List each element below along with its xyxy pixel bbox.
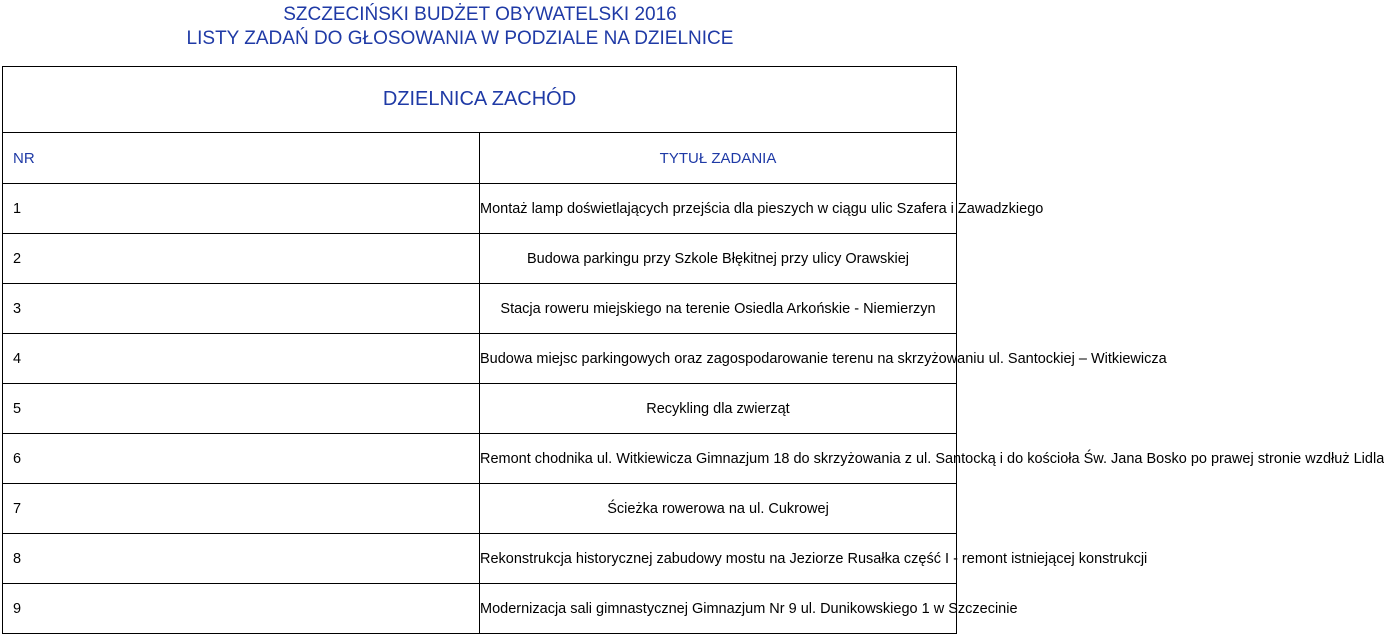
district-name: DZIELNICA ZACHÓD	[3, 67, 957, 133]
task-number: 5	[3, 384, 480, 434]
document-title: SZCZECIŃSKI BUDŻET OBYWATELSKI 2016	[283, 4, 677, 25]
task-title: Remont chodnika ul. Witkiewicza Gimnazjum 18 do skrzyżowania z ul. Santocką i do kościoła Św. Jana Bosko po prawej stronie wzdłuż Lidla	[480, 434, 957, 484]
task-title: Modernizacja sali gimnastycznej Gimnazjum Nr 9 ul. Dunikowskiego 1 w Szczecinie	[480, 584, 957, 634]
task-number: 7	[3, 484, 480, 534]
table-row	[3, 584, 957, 634]
task-title: Recykling dla zwierząt	[480, 384, 957, 434]
table-row	[3, 234, 957, 284]
table-row	[3, 384, 957, 434]
document-header	[0, 3, 960, 51]
table-row	[3, 534, 957, 584]
task-number: 3	[3, 284, 480, 334]
task-number: 6	[3, 434, 480, 484]
table-row	[3, 334, 957, 384]
task-number: 4	[3, 334, 480, 384]
task-title: Ścieżka rowerowa na ul. Cukrowej	[480, 484, 957, 534]
table-row	[3, 184, 957, 234]
table-header-row	[3, 133, 957, 184]
task-title: Budowa miejsc parkingowych oraz zagospodarowanie terenu na skrzyżowaniu ul. Santockiej – Witkiewicza	[480, 334, 957, 384]
column-header-title: TYTUŁ ZADANIA	[480, 133, 957, 184]
document-subtitle: LISTY ZADAŃ DO GŁOSOWANIA W PODZIALE NA DZIELNICE	[186, 28, 734, 49]
table-row	[3, 284, 957, 334]
task-number: 9	[3, 584, 480, 634]
task-title: Rekonstrukcja historycznej zabudowy mostu na Jeziorze Rusałka część I - remont istniejącej konstrukcji	[480, 534, 957, 584]
task-title: Montaż lamp doświetlających przejścia dla pieszych w ciągu ulic Szafera i Zawadzkiego	[480, 184, 957, 234]
table-row	[3, 484, 957, 534]
task-number: 2	[3, 234, 480, 284]
task-title: Stacja roweru miejskiego na terenie Osiedla Arkońskie - Niemierzyn	[480, 284, 957, 334]
task-number: 1	[3, 184, 480, 234]
column-header-nr: NR	[3, 133, 480, 184]
task-number: 8	[3, 534, 480, 584]
table-row	[3, 434, 957, 484]
district-row	[3, 67, 957, 133]
task-table	[2, 66, 1384, 634]
task-title: Budowa parkingu przy Szkole Błękitnej przy ulicy Orawskiej	[480, 234, 957, 284]
